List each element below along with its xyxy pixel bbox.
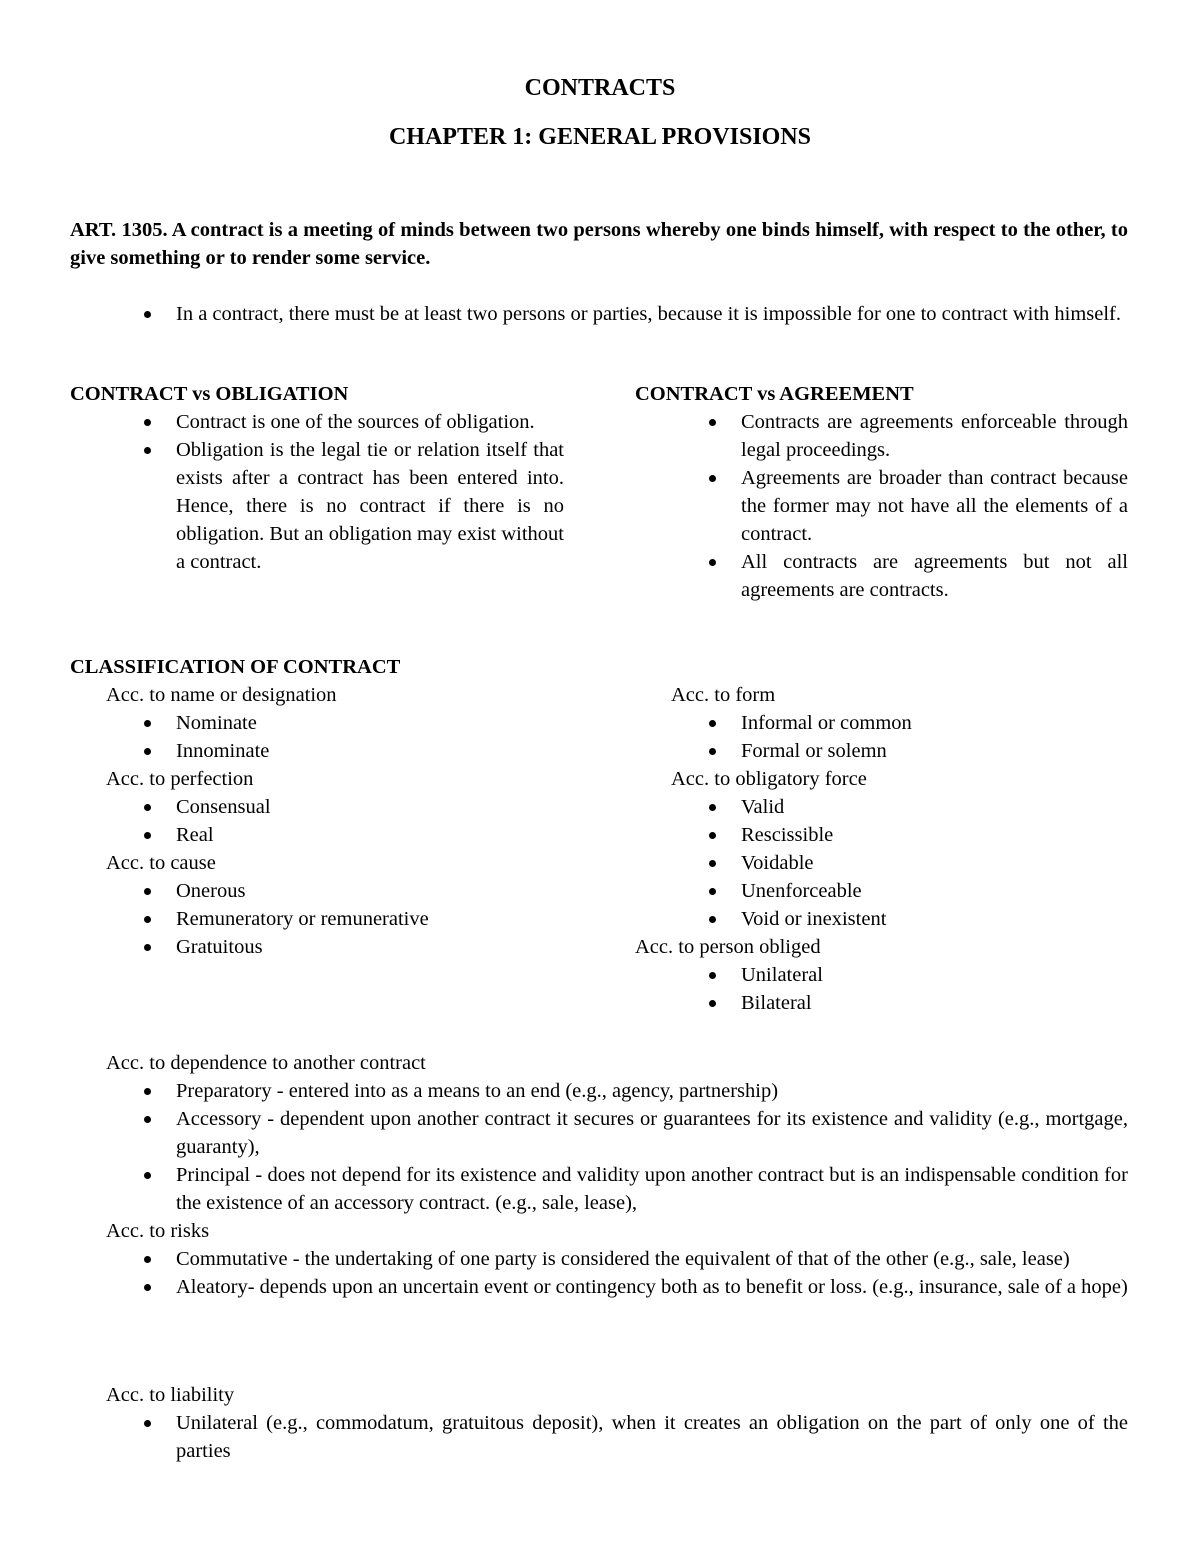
list-item: Contract is one of the sources of obligation. [70, 408, 564, 436]
list-item: Remuneratory or remunerative [70, 905, 564, 933]
classification-right-column [635, 681, 1128, 1017]
category-label: Acc. to liability [106, 1384, 235, 1406]
list-item: Unilateral (e.g., commodatum, gratuitous deposit), when it creates an obligation on the part of only one of the parties [70, 1409, 1128, 1465]
list-item: Real [70, 821, 564, 849]
category-label: Acc. to form [671, 684, 776, 706]
section-heading: CONTRACT vs OBLIGATION [70, 383, 349, 405]
section-heading: CONTRACT vs AGREEMENT [635, 383, 914, 405]
list-item: Contracts are agreements enforceable through legal proceedings. [635, 408, 1128, 464]
category-label: Acc. to obligatory force [671, 768, 867, 790]
bullet-list [70, 709, 564, 765]
list-item: All contracts are agreements but not all agreements are contracts. [635, 548, 1128, 604]
list-item: Obligation is the legal tie or relation itself that exists after a contract has been entered into. Hence, there is no contract if there is no obligation. But an obligation may exist without a contract. [70, 436, 564, 576]
list-item: Accessory - dependent upon another contract it secures or guarantees for its existence and validity (e.g., mortgage, guaranty), [70, 1105, 1128, 1161]
bullet-list [70, 877, 564, 961]
list-item: Void or inexistent [635, 905, 1128, 933]
bullet-list [70, 1409, 1128, 1465]
contract-vs-agreement-section [635, 380, 1128, 604]
category-label: Acc. to person obliged [635, 936, 821, 958]
article-bullet-list [70, 300, 1128, 328]
list-item: Valid [635, 793, 1128, 821]
classification-heading: CLASSIFICATION OF CONTRACT [70, 656, 401, 678]
list-item: Innominate [70, 737, 564, 765]
bullet-list [70, 1077, 1128, 1217]
list-item: Commutative - the undertaking of one party is considered the equivalent of that of the other (e.g., sale, lease) [70, 1245, 1128, 1273]
article-1305-text: ART. 1305. A contract is a meeting of minds between two persons whereby one binds himself, with respect to the other, to give something or to render some service. [70, 219, 1128, 269]
chapter-title: CHAPTER 1: GENERAL PROVISIONS [388, 124, 812, 150]
category-label: Acc. to name or designation [106, 684, 337, 706]
bullet-list [635, 793, 1128, 933]
list-item: Preparatory - entered into as a means to an end (e.g., agency, partnership) [70, 1077, 1128, 1105]
classification-left-column [70, 681, 564, 961]
bullet-list [635, 709, 1128, 765]
document-title: CONTRACTS [524, 75, 676, 101]
list-item: Unilateral [635, 961, 1128, 989]
category-label: Acc. to cause [106, 852, 216, 874]
classification-full-width-a [70, 1049, 1128, 1301]
list-item: Gratuitous [70, 933, 564, 961]
list-item: Rescissible [635, 821, 1128, 849]
bullet-list [635, 408, 1128, 604]
bullet-list [635, 961, 1128, 1017]
list-item: Nominate [70, 709, 564, 737]
classification-full-width-b [70, 1381, 1128, 1465]
category-label: Acc. to perfection [106, 768, 254, 790]
list-item: Unenforceable [635, 877, 1128, 905]
list-item: In a contract, there must be at least two persons or parties, because it is impossible for one to contract with himself. [70, 300, 1128, 328]
list-item: Formal or solemn [635, 737, 1128, 765]
list-item: Informal or common [635, 709, 1128, 737]
category-label: Acc. to dependence to another contract [106, 1052, 426, 1074]
list-item: Voidable [635, 849, 1128, 877]
bullet-list [70, 1245, 1128, 1301]
bullet-list [70, 793, 564, 849]
list-item: Aleatory- depends upon an uncertain event or contingency both as to benefit or loss. (e.g., insurance, sale of a hope) [70, 1273, 1128, 1301]
list-item: Consensual [70, 793, 564, 821]
list-item: Bilateral [635, 989, 1128, 1017]
category-label: Acc. to risks [106, 1220, 210, 1242]
contract-vs-obligation-section [70, 380, 564, 576]
list-item: Principal - does not depend for its existence and validity upon another contract but is an indispensable condition for the existence of an accessory contract. (e.g., sale, lease), [70, 1161, 1128, 1217]
bullet-list [70, 408, 564, 576]
list-item: Agreements are broader than contract because the former may not have all the elements of a contract. [635, 464, 1128, 548]
list-item: Onerous [70, 877, 564, 905]
